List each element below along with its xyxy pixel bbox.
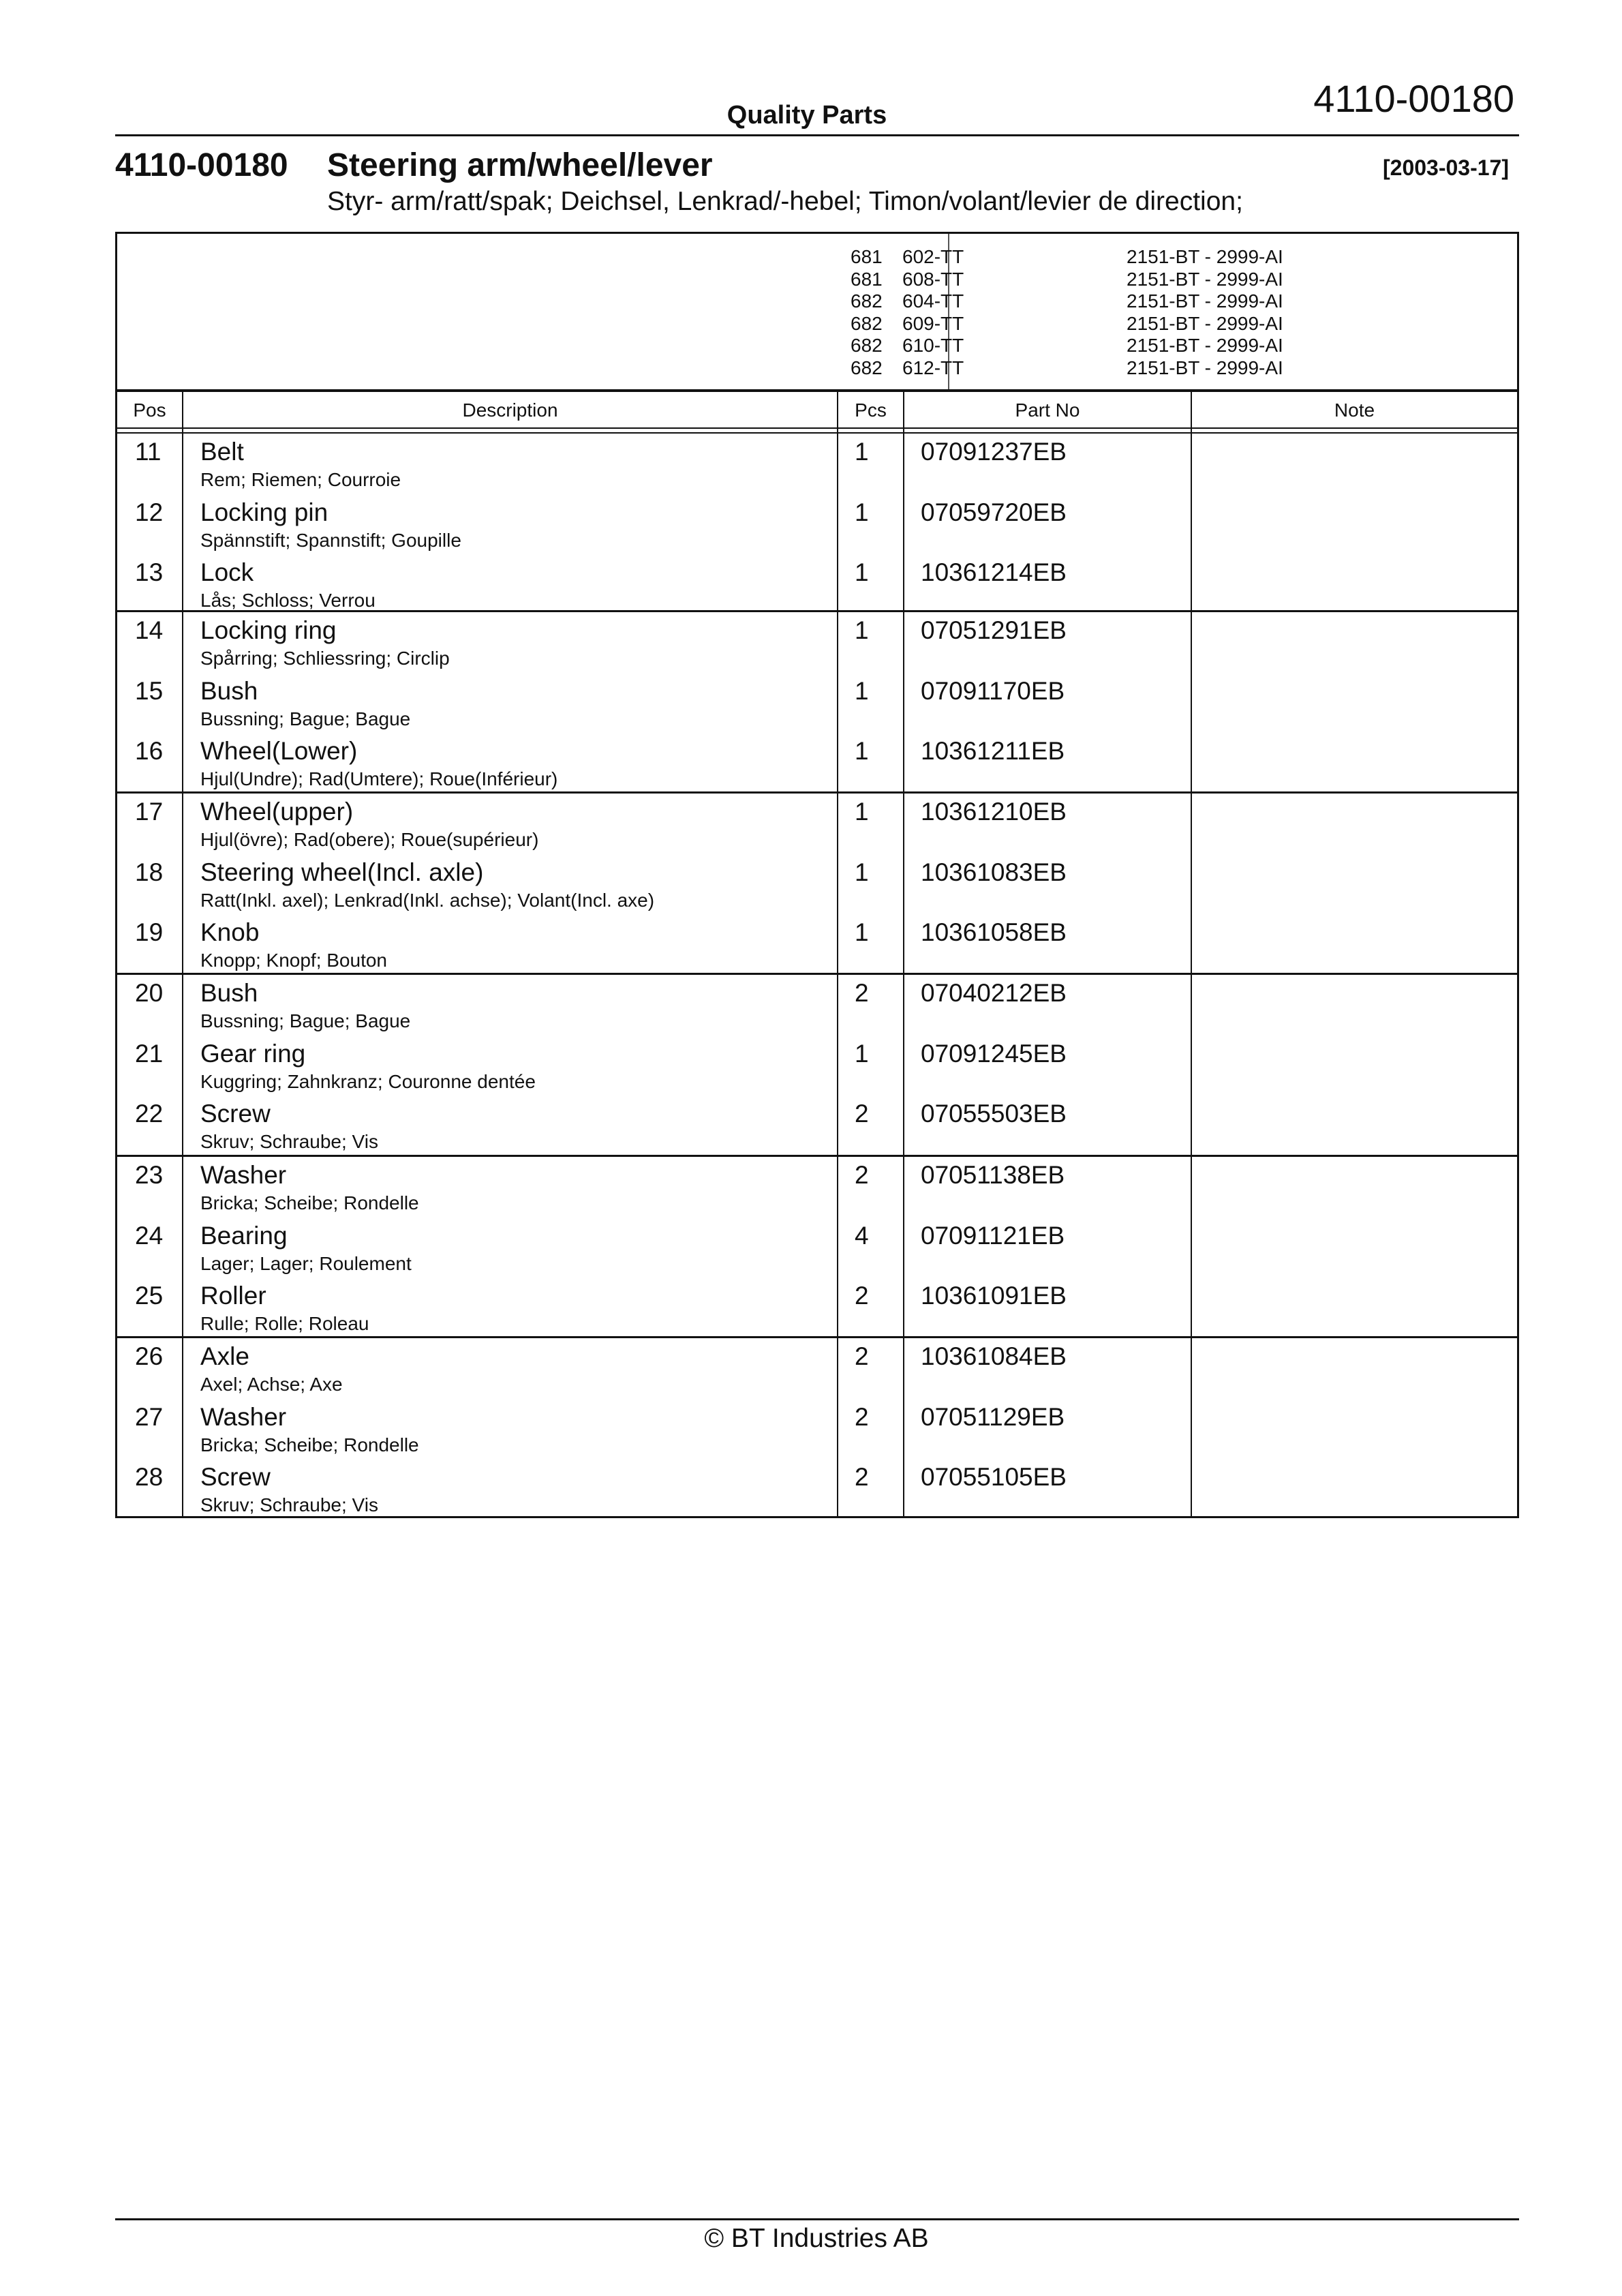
row-group (117, 1338, 1517, 1516)
part-name-translations: Hjul(övre); Rad(obere); Roue(supérieur) (200, 829, 539, 850)
part-position: 18 (135, 858, 164, 886)
part-quantity: 2 (855, 1161, 869, 1189)
table-row (117, 1278, 1517, 1338)
part-name-translations: Spårring; Schliessring; Circlip (200, 648, 450, 669)
part-number: 07091121EB (921, 1221, 1065, 1250)
part-name: Bush (200, 676, 258, 705)
model-series: 681 (851, 246, 883, 267)
model-name: 608-TT (902, 268, 964, 290)
table-row (117, 733, 1517, 794)
part-quantity: 2 (855, 1100, 869, 1128)
header-rule (115, 134, 1519, 136)
brand-title: Quality Parts (726, 101, 887, 130)
part-number: 07051291EB (921, 616, 1067, 644)
part-quantity: 1 (855, 498, 869, 526)
part-number: 07040212EB (921, 979, 1067, 1007)
part-position: 23 (135, 1161, 164, 1189)
table-row (117, 612, 1517, 673)
part-number: 10361091EB (921, 1282, 1067, 1310)
part-name-translations: Lås; Schloss; Verrou (200, 590, 376, 611)
part-name: Screw (200, 1100, 271, 1128)
part-name: Wheel(Lower) (200, 737, 358, 766)
part-name: Steering wheel(Incl. axle) (200, 858, 484, 886)
part-name-translations: Skruv; Schraube; Vis (200, 1131, 378, 1153)
part-quantity: 1 (855, 676, 869, 705)
column-header-part-no: Part No (1015, 399, 1080, 421)
part-position: 14 (135, 616, 164, 644)
part-quantity: 2 (855, 1463, 869, 1492)
part-number: 10361214EB (921, 558, 1067, 587)
model-series: 682 (851, 290, 883, 312)
part-position: 28 (135, 1463, 164, 1492)
part-name: Belt (200, 438, 244, 466)
part-number: 10361083EB (921, 858, 1067, 886)
part-quantity: 1 (855, 798, 869, 826)
row-group (117, 975, 1517, 1157)
part-quantity: 1 (855, 616, 869, 644)
part-name: Roller (200, 1282, 266, 1310)
part-name: Axle (200, 1342, 249, 1370)
table-row (117, 975, 1517, 1036)
part-name: Locking pin (200, 498, 328, 526)
part-name-translations: Kuggring; Zahnkranz; Couronne dentée (200, 1070, 536, 1092)
column-header-note: Note (1334, 399, 1375, 421)
part-number: 07051138EB (921, 1161, 1065, 1189)
part-position: 17 (135, 798, 164, 826)
part-number: 07055105EB (921, 1463, 1067, 1492)
row-group (117, 434, 1517, 612)
row-group (117, 1157, 1517, 1338)
part-position: 11 (135, 438, 162, 466)
part-number: 10361058EB (921, 918, 1067, 947)
model-series: 682 (851, 335, 883, 356)
part-name-translations: Spännstift; Spannstift; Goupille (200, 529, 461, 551)
table-row (117, 1399, 1517, 1460)
part-number: 07091170EB (921, 676, 1065, 705)
part-name-translations: Bussning; Bague; Bague (200, 708, 411, 729)
part-position: 22 (135, 1100, 164, 1128)
part-name-translations: Lager; Lager; Roulement (200, 1252, 412, 1274)
table-row (117, 794, 1517, 854)
part-position: 26 (135, 1342, 164, 1370)
part-position: 15 (135, 676, 164, 705)
table-row (117, 1459, 1517, 1520)
table-row (117, 914, 1517, 975)
table-row (117, 1096, 1517, 1156)
model-serial-range: 2151-BT - 2999-AI (1127, 268, 1283, 290)
part-name: Bush (200, 979, 258, 1007)
part-position: 27 (135, 1402, 164, 1431)
part-name: Knob (200, 918, 260, 947)
model-serial-range: 2151-BT - 2999-AI (1127, 357, 1283, 378)
footer-rule (115, 2218, 1519, 2220)
revision-date: [2003-03-17] (1383, 155, 1509, 180)
table-row (117, 554, 1517, 615)
part-name: Wheel(upper) (200, 798, 354, 826)
part-group-title: Steering arm/wheel/lever (327, 147, 713, 183)
table-row (117, 434, 1517, 494)
row-group (117, 612, 1517, 794)
model-applicability-box (115, 232, 1519, 392)
column-header-pos: Pos (133, 399, 166, 421)
table-row (117, 673, 1517, 734)
part-name-translations: Hjul(Undre); Rad(Umtere); Roue(Inférieur) (200, 768, 558, 790)
table-row (117, 494, 1517, 555)
part-name: Screw (200, 1463, 271, 1492)
part-position: 24 (135, 1221, 164, 1250)
part-quantity: 2 (855, 979, 869, 1007)
model-serial-range: 2151-BT - 2999-AI (1127, 246, 1283, 267)
part-name-translations: Axel; Achse; Axe (200, 1374, 343, 1395)
part-quantity: 1 (855, 438, 869, 466)
model-series: 681 (851, 268, 883, 290)
title-translations: Styr- arm/ratt/spak; Deichsel, Lenkrad/-hebel; Timon/volant/levier de direction; (327, 187, 1243, 216)
part-number: 07059720EB (921, 498, 1067, 526)
part-number: 10361084EB (921, 1342, 1067, 1370)
model-serial-range: 2151-BT - 2999-AI (1127, 312, 1283, 334)
column-header-pcs: Pcs (855, 399, 887, 421)
part-name-translations: Skruv; Schraube; Vis (200, 1494, 378, 1516)
part-name-translations: Rulle; Rolle; Roleau (200, 1313, 369, 1335)
part-quantity: 2 (855, 1282, 869, 1310)
part-name: Washer (200, 1402, 287, 1431)
part-name: Lock (200, 558, 254, 587)
part-quantity: 1 (855, 1039, 869, 1068)
part-quantity: 1 (855, 558, 869, 587)
model-name: 602-TT (902, 246, 964, 267)
part-number: 07091237EB (921, 438, 1067, 466)
part-position: 13 (135, 558, 164, 587)
copyright: © BT Industries AB (704, 2224, 929, 2253)
table-row (117, 1157, 1517, 1218)
part-group-number: 4110-00180 (115, 147, 288, 183)
part-name-translations: Rem; Riemen; Courroie (200, 469, 401, 490)
part-quantity: 1 (855, 918, 869, 947)
part-name-translations: Ratt(Inkl. axel); Lenkrad(Inkl. achse); Volant(Incl. axe) (200, 889, 655, 911)
part-name-translations: Bricka; Scheibe; Rondelle (200, 1434, 419, 1455)
part-quantity: 4 (855, 1221, 869, 1250)
model-serial-range: 2151-BT - 2999-AI (1127, 290, 1283, 312)
table-row (117, 1218, 1517, 1278)
part-quantity: 1 (855, 737, 869, 766)
part-number: 10361211EB (921, 737, 1065, 766)
model-serial-range: 2151-BT - 2999-AI (1127, 335, 1283, 356)
part-name: Bearing (200, 1221, 288, 1250)
parts-table (115, 389, 1519, 1518)
column-header-description: Description (462, 399, 558, 421)
model-name: 610-TT (902, 335, 964, 356)
part-quantity: 2 (855, 1402, 869, 1431)
part-position: 12 (135, 498, 164, 526)
part-position: 16 (135, 737, 164, 766)
part-name: Locking ring (200, 616, 337, 644)
part-number: 07091245EB (921, 1039, 1067, 1068)
model-name: 612-TT (902, 357, 964, 378)
part-name-translations: Bussning; Bague; Bague (200, 1010, 411, 1031)
part-name: Gear ring (200, 1039, 306, 1068)
model-series: 682 (851, 357, 883, 378)
part-number: 07051129EB (921, 1402, 1065, 1431)
part-position: 20 (135, 979, 164, 1007)
row-group (117, 794, 1517, 975)
part-position: 21 (135, 1039, 164, 1068)
part-number: 10361210EB (921, 798, 1067, 826)
table-row (117, 854, 1517, 915)
table-row (117, 1338, 1517, 1399)
part-position: 19 (135, 918, 164, 947)
model-series: 682 (851, 312, 883, 334)
part-number: 07055503EB (921, 1100, 1067, 1128)
model-name: 604-TT (902, 290, 964, 312)
table-row (117, 1036, 1517, 1096)
part-name-translations: Bricka; Scheibe; Rondelle (200, 1192, 419, 1213)
document-number: 4110-00180 (1313, 77, 1514, 120)
part-name-translations: Knopp; Knopf; Bouton (200, 950, 387, 971)
part-name: Washer (200, 1161, 287, 1189)
model-name: 609-TT (902, 312, 964, 334)
part-quantity: 1 (855, 858, 869, 886)
part-position: 25 (135, 1282, 164, 1310)
part-quantity: 2 (855, 1342, 869, 1370)
